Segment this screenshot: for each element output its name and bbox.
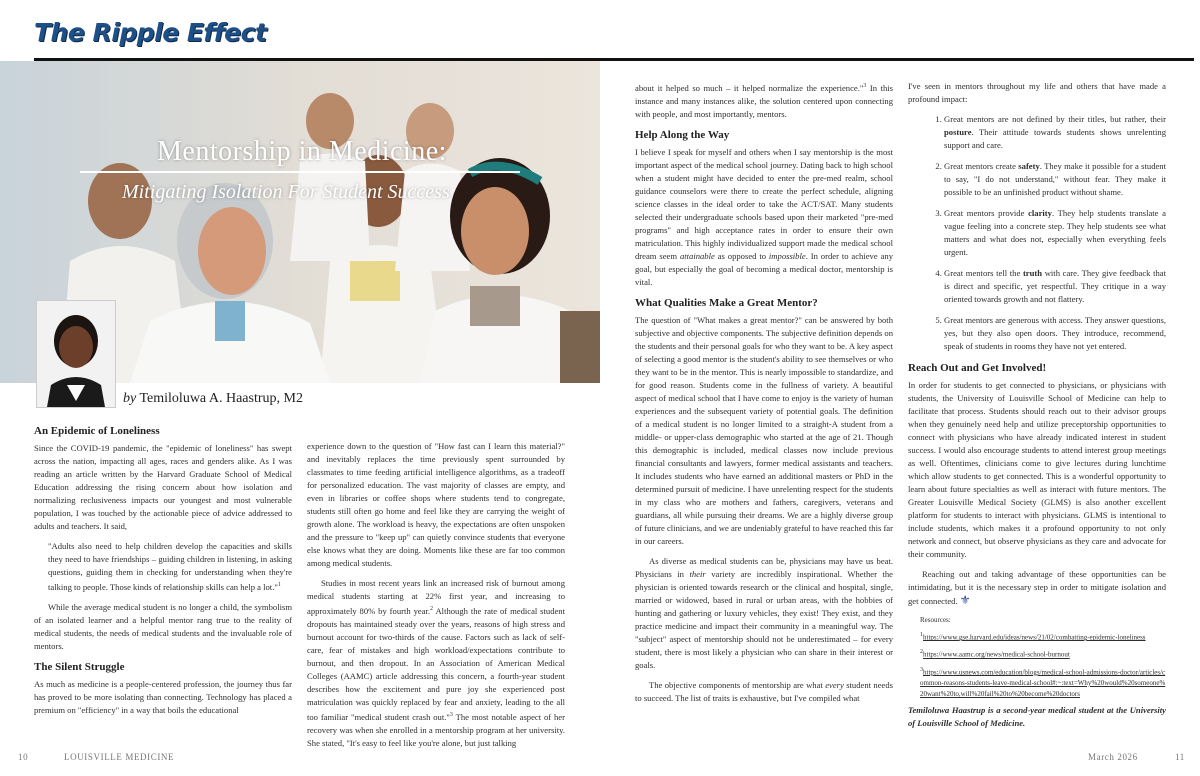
- author-photo: [37, 301, 115, 407]
- paragraph: I've seen in mentors throughout my life and others that have made a profound impact:: [908, 81, 1166, 104]
- paragraph: As much as medicine is a people-centered profession, the journey thus far has proved to be more isolating than connecting. Technology has placed a premium on "efficiency" in a way that boils the educational: [34, 678, 292, 715]
- paragraph: I believe I speak for myself and others when I say mentorship is the most important aspect of the medical school journey. Dating back to high school when a student might have decided to enter the pre-med realm, school guidance counselors were there to create the perfect schedule, aligning science classes in the ideal order to take the ACT/SAT. Many students selected their undergraduate schools based upon their marketed "pre-med programs" and high acceptance rates in order to ensure their own matriculation. This highly individualized support made the medical school dream seem attainable as opposed to impossible. In order to achieve any goal, but especially the goal of becoming a medical doctor, mentorship is vital.: [635, 146, 893, 287]
- page-number-right: 11: [1175, 752, 1185, 762]
- byline-prefix: by: [123, 391, 137, 406]
- article-title: Mentorship in Medicine:: [157, 136, 447, 167]
- mentor-qualities-list: [908, 113, 1166, 353]
- byline: [123, 391, 303, 407]
- resources: [920, 615, 1166, 700]
- footnote-ref: 2: [430, 606, 434, 612]
- list-item: 5. Great mentors are generous with access. They answer questions, yes, but they also open doors. They introduce, recommend, speak of students in rooms they have not yet entered.: [944, 314, 1166, 353]
- issue-date: March 2026: [1088, 752, 1138, 762]
- resource-link[interactable]: $^3$https://www.usnews.com/education/blogs/medical-school-admissions-doctor/articles/common-reasons-students-leave-medical-school#:~:text=Why%20would%20someone%20want%20to,will%20fail%20to%20become%20doctors: [920, 666, 1166, 698]
- publication-name: LOUISVILLE MEDICINE: [64, 752, 175, 762]
- author-portrait: [36, 300, 116, 408]
- section-heading: The Silent Struggle: [34, 660, 125, 673]
- list-item: 4. Great mentors tell the truth with care. They give feedback that is direct and specific, yet respectful. They critique in a way oriented towards growth and not flattery.: [944, 267, 1166, 306]
- quote: "Adults also need to help children develop the capacities and skills they need to have friendships – guiding children in listening, in asking questions, guiding them in checking for understanding when they're talking to people. Those kinds of relationship skills can help a lot."$^1$: [48, 541, 292, 592]
- title-divider: [80, 171, 520, 173]
- paragraph: experience down to the question of "How fast can I learn this material?" and inevitably replaces the time previously spent surrounded by classmates to time feeding artificial intelligence algorithms, as a tradeoff for personalized education. The vast majority of classes are empty, and even in libraries or coffee shops where students tend to congregate, students still often go home and feel like they are carrying the weight of growth alone. The workload is heavy, the expectations are often unspoken and the pressure to "keep up" can quietly convince students that everyone else knows what they are doing. Moments like these are far too common among medical students.: [307, 441, 565, 568]
- author-bio: Temiloluwa Haastrup is a second-year medical student at the University of Louisville School of Medicine.: [908, 704, 1166, 728]
- list-item: 1. Great mentors are not defined by their titles, but rather, their posture. Their attitude towards students shows unrelenting support and care.: [944, 113, 1166, 152]
- paragraph: Since the COVID-19 pandemic, the "epidemic of loneliness" has swept across the nation, impacting all ages, races and genders alike. As I was reading an article written by the Harvard Graduate School of Medical Education addressing the rising concern about how isolation and normalizing reclusiveness impacts our youngest and most vulnerable population, I was touched by the actionable piece of advice addressed to adults and teachers. It said,: [34, 443, 292, 531]
- paragraph: Reaching out and taking advantage of these opportunities can be intimidating, but it is the necessary step in order to mitigate isolation and get connected. ⚜: [908, 569, 1166, 607]
- section-heading: Reach Out and Get Involved!: [908, 362, 1047, 374]
- paragraph: The objective components of mentorship are what every student needs to succeed. The list of traits is exhaustive, but I've compiled what: [635, 679, 893, 703]
- page-number-left: 10: [18, 752, 29, 762]
- paragraph: While the average medical student is no longer a child, the symbolism of an isolated learner and a helpful mentor rang true to the reality of medical students, the needs of medical students and the invaluable role of mentors.: [34, 601, 292, 651]
- paragraph: about it helped so much – it helped normalize the experience."$^3$ In this instance and many instances alike, the solution centered upon connecting with people, and most importantly, mentors.: [635, 82, 893, 119]
- resources-label: Resources:: [920, 616, 951, 624]
- section-heading: What Qualities Make a Great Mentor?: [635, 296, 818, 309]
- resource-link[interactable]: $^2$https://www.aamc.org/news/medical-school-burnout: [920, 649, 1070, 659]
- column-4: [908, 80, 1166, 737]
- footnote-ref: 3: [449, 711, 453, 718]
- list-item: 3. Great mentors provide clarity. They help students translate a vague feeling into a concrete step. They help students see what matters and what does not, especially when everything feels urgent.: [944, 207, 1166, 259]
- section-heading: An Epidemic of Loneliness: [34, 425, 160, 437]
- masthead-logo: The Ripple Effect: [34, 18, 267, 47]
- footnote-ref: 1: [277, 582, 281, 588]
- article-subtitle: Mitigating Isolation For Student Success: [122, 181, 450, 203]
- list-item: 2. Great mentors create safety. They make it possible for a student to say, "I do not understand," without fear. They make it possible to be an unfinished product without shame.: [944, 160, 1166, 199]
- paragraph: The question of "What makes a great mentor?" can be answered by both subjective and objective components. The subjective definition depends on the students and their personal goals for who they want to be. A key aspect of selecting a good mentor is the student's ability to see themselves or who they want to be in the mentor. This is nearly impossible to standardize, and for good reason. Students come in the fullness of variety. A beautiful aspect of medical school that I have come to enjoy is the variety of human experiences and the subsequent variety of potential goals. The definition of a medical student is no longer limited to a straight-A student from a middle- or upper-class demographic who started at the age of 21. Though this demographic is included, medical classes now include previous financial consultants and lawyers, former medical assistants and teachers. It includes students who have earned an additional masters or PhD in the determined pursuit of medicine. I have unrelenting respect for the students in my class who are mothers and fathers, caregivers, veterans and guardians, all while pursuing their dreams. We are a highly diverse group of future clinicians, and we are undeniably grateful to have reached this far in our careers.: [635, 314, 893, 546]
- resource-link[interactable]: $^1$https://www.gse.harvard.edu/ideas/news/21/02/combatting-epidemic-loneliness: [920, 632, 1146, 642]
- paragraph: In order for students to get connected to physicians, or physicians with students, the University of Louisville School of Medicine can help to facilitate that process. Students should reach out to their advisor groups when they genuinely need help and utilize preceptorship opportunities to connect with physicians who have already indicated interest in student success. I would also encourage students to attend interest group meetings as well. Oftentimes, clinicians come to give lectures during lunchtime which allow students to get connected. This is a wonderful opportunity to learn about future specialties as well as interact with future mentors. The Greater Louisville Medical Society (GLMS) is also another excellent platform for students to interact with physicians. GLMS is intentional to include students, which makes it a profound opportunity to not only network and connect, but observe physicians as they care and advocate for their community.: [908, 380, 1166, 559]
- column-2: [307, 440, 565, 757]
- section-heading: Help Along the Way: [635, 128, 730, 141]
- paragraph: Studies in most recent years link an increased risk of burnout among medical students starting at 22% first year, and increasing to approximately 80% by fourth year.$^2$ Although the rate of medical student dropouts has maintained steady over the years, reasons of high stress and burnout account for two-thirds of the cause. Factors such as lack of self-care, fear of mistakes and high workload/expectations contribute to burnout, and then dropout. In an Association of American Medical Colleges (AAMC) article addressing this concern, a fourth-year student describes how the excitement and pure joy she experienced post matriculation was quickly replaced by fear and anxiety, leading to the all too familiar "medical student crash out."$^3$ The most notable aspect of her recovery was when she enrolled in a mentorship program at her university. She stated, "It's easy to feel like you're alone, but just talking: [307, 578, 565, 748]
- column-3: [635, 80, 893, 712]
- author-name: Temiloluwa A. Haastrup, M2: [139, 391, 303, 406]
- footnote-ref: 3: [863, 83, 867, 89]
- paragraph: As diverse as medical students can be, physicians may have us beat. Physicians in their variety are incredibly inspirational. Whether the physician is oriented towards research or the clinical and hospital, single, married or widowed, based in rural or urban areas, with the hobbies of hunting and gathering or luxury vehicles, they exist! They exist, and they practice medicine and impact their community in a meaningful way. The "subject" aspect of mentorship should not be underestimated – for every student, there is most likely a physician who can share in their interest or goals.: [635, 555, 893, 670]
- fleur-de-lis-icon: ⚜: [959, 593, 971, 607]
- column-1: [34, 418, 292, 724]
